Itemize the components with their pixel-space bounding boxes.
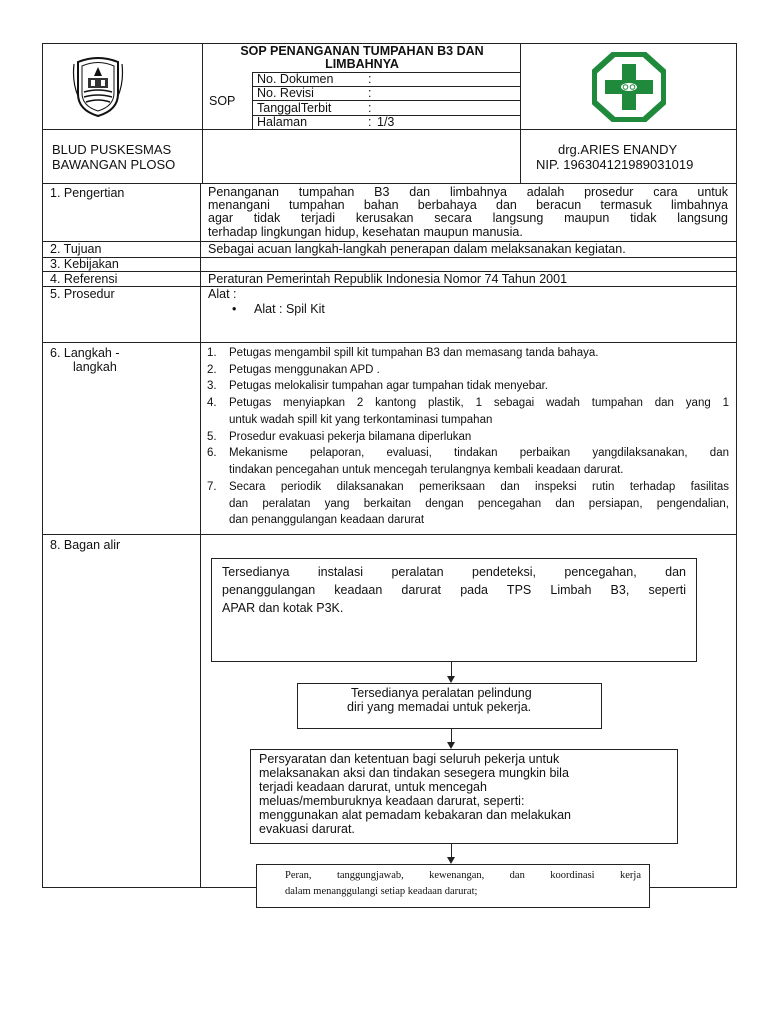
section-referensi-label: 4. Referensi <box>50 272 118 286</box>
section-pengertian-label: 1. Pengertian <box>50 186 125 200</box>
flow-box-4 <box>256 864 650 908</box>
step-text: dan penanggulangan keadaan darurat <box>229 514 425 526</box>
sop-title-line2: LIMBAHNYA <box>325 57 399 71</box>
flow-text: terjadi keadaan darurat, untuk mencegah <box>259 780 487 794</box>
step-text: Petugas menyiapkan 2 kantong plastik, 1 sebagai wadah tumpahan dan yang 1 <box>229 397 729 409</box>
section-langkah-label: 6. Langkah - <box>50 346 120 360</box>
flow-box-2 <box>297 683 602 729</box>
step-text: Secara periodik dilaksanakan pemeriksaan dan inspeksi rutin terhadap fasilitas <box>229 481 729 493</box>
step-number: 4. <box>207 397 217 409</box>
flow-text: Tersedianya instalasi peralatan pendeteksi, pencegahan, dan <box>222 565 686 579</box>
left-logo <box>72 52 124 118</box>
section-tujuan-label: 2. Tujuan <box>50 242 102 256</box>
flow-box-1 <box>211 558 697 662</box>
step-text: untuk wadah spill kit yang terkontaminasi tumpahan <box>229 413 493 426</box>
step-6 <box>207 445 731 479</box>
flow-text: menggunakan alat pemadam kebakaran dan melakukan <box>259 808 572 822</box>
tujuan-text: Sebagai acuan langkah-langkah penerapan dalam melaksanakan kegiatan. <box>208 242 626 256</box>
section-bagan-label: 8. Bagan alir <box>50 538 121 552</box>
step-4 <box>207 395 731 429</box>
doc-field-sep: : <box>368 86 372 100</box>
referensi-text: Peraturan Pemerintah Republik Indonesia Nomor 74 Tahun 2001 <box>208 272 568 286</box>
org-name-line2: BAWANGAN PLOSO <box>52 157 176 172</box>
step-number: 6. <box>207 447 217 459</box>
flow-arrow-head <box>447 676 455 683</box>
doc-field-label: No. Revisi <box>257 86 314 100</box>
doc-field-label: Halaman <box>257 115 308 129</box>
step-3 <box>207 378 731 395</box>
prosedur-item: Alat : Spil Kit <box>254 302 325 316</box>
flow-arrow <box>451 844 452 858</box>
flow-arrow <box>451 662 452 677</box>
doc-field-label: TanggalTerbit <box>257 101 332 115</box>
org-name-line1: BLUD PUSKESMAS <box>52 142 172 157</box>
step-1 <box>207 345 731 362</box>
flow-arrow <box>451 729 452 743</box>
section-prosedur-label: 5. Prosedur <box>50 287 115 301</box>
flow-text: meluas/memburuknya keadaan darurat, seperti: <box>259 794 525 808</box>
doc-field-sep: : <box>368 101 372 115</box>
pengertian-line: Penanganan tumpahan B3 dan limbahnya adalah prosedur cara untuk <box>208 185 728 199</box>
step-text: Mekanisme pelaporan, evaluasi, tindakan perbaikan yangdilaksanakan, dan <box>229 447 729 459</box>
signer-nip: NIP. 196304121989031019 <box>536 157 694 172</box>
step-number: 7. <box>207 481 217 493</box>
section-langkah-label-cont: langkah <box>73 360 117 374</box>
step-text: Petugas mengambil spill kit tumpahan B3 dan memasang tanda bahaya. <box>229 347 599 359</box>
right-logo <box>592 52 666 122</box>
doc-field-sep: : <box>368 115 372 129</box>
flow-text: diri yang memadai untuk pekerja. <box>347 700 532 714</box>
flow-text: dalam menanggulangi setiap keadaan darurat; <box>285 886 478 897</box>
section-kebijakan-label: 3. Kebijakan <box>50 257 119 271</box>
flow-text: Tersedianya peralatan pelindung <box>351 686 532 700</box>
pengertian-line: menangani tumpahan bahan berbahaya dan beracun termasuk limbahnya <box>208 198 728 212</box>
step-text: tindakan pencegahan untuk mencegah terulangnya kembali keadaan darurat. <box>229 463 624 476</box>
step-5 <box>207 429 731 446</box>
doc-field-sep: : <box>368 72 372 86</box>
flow-text: penanggulangan keadaan darurat pada TPS Limbah B3, seperti <box>222 583 686 597</box>
prosedur-heading: Alat : <box>208 287 237 301</box>
step-number: 5. <box>207 431 217 443</box>
bullet-icon: • <box>232 302 237 316</box>
flow-text: melaksanakan aksi dan tindakan sesegera mungkin bila <box>259 766 569 780</box>
signer-name: drg.ARIES ENANDY <box>558 142 678 157</box>
flow-text: Persyaratan dan ketentuan bagi seluruh pekerja untuk <box>259 752 560 766</box>
step-7 <box>207 479 731 530</box>
step-text: Prosedur evakuasi pekerja bilamana diperlukan <box>229 431 472 443</box>
flow-box-3 <box>250 749 678 844</box>
doc-field-label: No. Dokumen <box>257 72 334 86</box>
flow-text: evakuasi darurat. <box>259 822 355 836</box>
sop-title-line1: SOP PENANGANAN TUMPAHAN B3 DAN <box>240 44 484 58</box>
pengertian-line: agar tidak terjadi kerusakan secara langsung maupun tidak langsung <box>208 211 728 225</box>
flow-arrow-head <box>447 857 455 864</box>
step-number: 1. <box>207 347 217 359</box>
step-number: 2. <box>207 364 217 376</box>
step-text: dan peralatan yang berkaitan dengan pencegahan dan persiapan, pengendalian, <box>229 497 729 510</box>
step-text: Petugas menggunakan APD . <box>229 364 380 376</box>
flow-text: Peran, tanggungjawab, kewenangan, dan koordinasi kerja <box>285 870 641 881</box>
flow-arrow-head <box>447 742 455 749</box>
sop-label: SOP <box>209 94 236 108</box>
doc-field-value: 1/3 <box>377 115 395 129</box>
step-number: 3. <box>207 380 217 392</box>
pengertian-line: terhadap lingkungan hidup, kesehatan maupun manusia. <box>208 225 523 239</box>
flow-text: APAR dan kotak P3K. <box>222 601 344 615</box>
step-text: Petugas melokalisir tumpahan agar tumpahan tidak menyebar. <box>229 380 548 392</box>
step-2 <box>207 362 731 379</box>
